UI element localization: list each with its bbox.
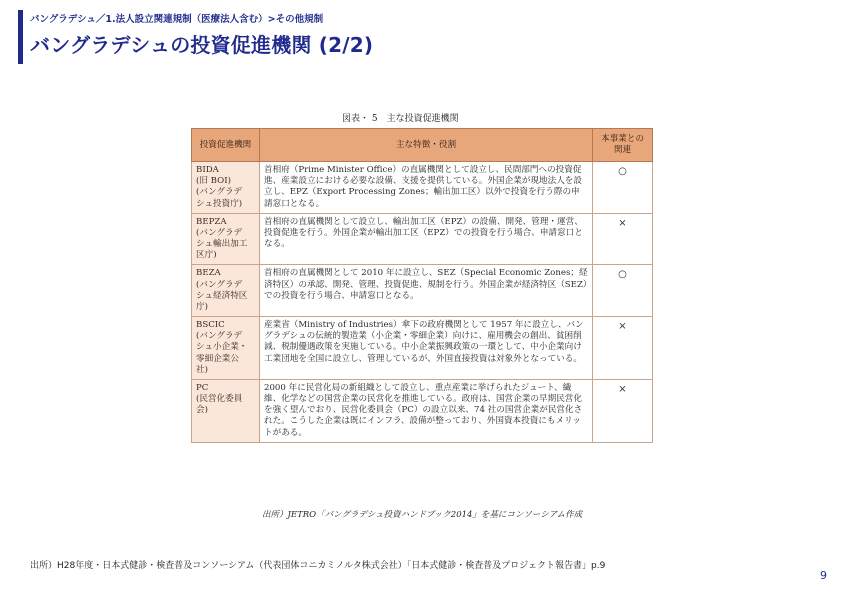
column-header-org: 投資促進機関: [192, 129, 260, 162]
investment-agencies-table: [191, 128, 653, 443]
relevance-mark-cell: ○: [593, 162, 653, 214]
footer-source-note: 出所）H28年度・日本式健診・検査普及コンソーシアム（代表団体コニカミノルタ株式会社）「日本式健診・検査普及プロジェクト報告書」p.9: [30, 561, 606, 571]
agency-name-line: 会): [196, 405, 208, 416]
page-title: バングラデシュの投資促進機関 (2/2): [30, 33, 374, 57]
agency-name-cell: [192, 379, 260, 442]
page-number: 9: [820, 569, 827, 582]
agency-name-line: BEZA: [196, 268, 221, 279]
agency-name-line: (バングラデ: [196, 187, 243, 198]
column-header-relevance: 本事業との関連: [593, 129, 653, 162]
agency-name-cell: [192, 265, 260, 317]
table-source-note: 出所）JETRO「バングラデシュ投資ハンドブック2014」を基にコンソーシアム作成: [262, 510, 583, 520]
agency-name-line: BIDA: [196, 165, 219, 175]
agency-name-line: (バングラデ: [196, 279, 243, 290]
agency-name-cell: [192, 317, 260, 380]
agency-name-line: BSCIC: [196, 320, 225, 331]
agency-features-cell: 2000 年に民営化局の新組織として設立し、重点産業に挙げられたジュート、繊維、化学などの国営企業の民営化を推進している。政府は、国営企業の早期民営化を強く望んでおり、民営化委員会（PC）の設立以来、74 社の国営企業が民営化された。こうした企業は既にインフラ、設備が整っており、外国資本投資にもメリットがある。: [260, 379, 593, 442]
table-row: [192, 162, 653, 214]
agency-name-line: (バングラデ: [196, 331, 243, 342]
agency-name-cell: [192, 213, 260, 265]
relevance-mark-cell: ○: [593, 265, 653, 317]
table-row: [192, 317, 653, 380]
agency-features-cell: 首相府の直属機関として 2010 年に設立し、SEZ（Special Economic Zones；経済特区）の承認、開発、管理、投資促進、規制を行う。外国企業が経済特区（SEZ）での投資を行う場合、申請窓口となる。: [260, 265, 593, 317]
table-row: [192, 379, 653, 442]
agency-name-line: シュ経済特区: [196, 290, 248, 301]
agency-name-line: シュ小企業・: [196, 342, 248, 353]
agency-name-line: シュ輸出加工: [196, 239, 248, 250]
agency-name-line: (バングラデ: [196, 227, 243, 238]
agency-features-cell: 産業省（Ministry of Industries）傘下の政府機関として 1957 年に設立し、バングラデシュの伝統的製造業（小企業・零細企業）向けに、雇用機会の創出、貧困削減、税制優遇政策を実施している。中小企業振興政策の一環として、中小企業向け工業団地を全国に設立し、管理しているが、外国直接投資は対象外となっている。: [260, 317, 593, 380]
table-row: [192, 213, 653, 265]
agency-name-line: 社): [196, 364, 208, 375]
agency-name-line: シュ投資庁): [196, 198, 243, 209]
title-accent-bar: [18, 10, 23, 64]
relevance-mark-cell: ×: [593, 379, 653, 442]
agency-name-cell: [192, 162, 260, 214]
agency-name-line: 庁): [196, 301, 208, 312]
agency-features-cell: 首相府（Prime Minister Office）の直属機関として設立し、民間部門への投資促進、産業設立における必要な設備、支援を提供している。外国企業が現地法人を設立し、EPZ（Export Processing Zones；輸出加工区）以外で投資を行う際の申請窓口となる。: [260, 162, 593, 214]
agency-name-line: (民営化委員: [196, 394, 243, 405]
column-header-features: 主な特徴・役割: [260, 129, 593, 162]
relevance-mark-cell: ×: [593, 317, 653, 380]
figure-caption: 図表・ 5 主な投資促進機関: [342, 114, 459, 124]
agency-features-cell: 首相府の直属機関として設立し、輸出加工区（EPZ）の設備、開発、管理・運営、投資促進を行う。外国企業が輸出加工区（EPZ）での投資を行う場合、申請窓口となる。: [260, 213, 593, 265]
agency-name-line: 区庁): [196, 250, 217, 261]
table-header-row: [192, 129, 653, 162]
agency-name-line: (旧 BOI): [196, 176, 231, 187]
table-row: [192, 265, 653, 317]
agency-name-line: 零細企業公: [196, 353, 239, 364]
breadcrumb: バングラデシュ／1.法人設立関連規制（医療法人含む）>その他規制: [30, 14, 324, 25]
agency-name-line: PC: [196, 382, 209, 393]
agency-name-line: BEPZA: [196, 216, 227, 227]
relevance-mark-cell: ×: [593, 213, 653, 265]
